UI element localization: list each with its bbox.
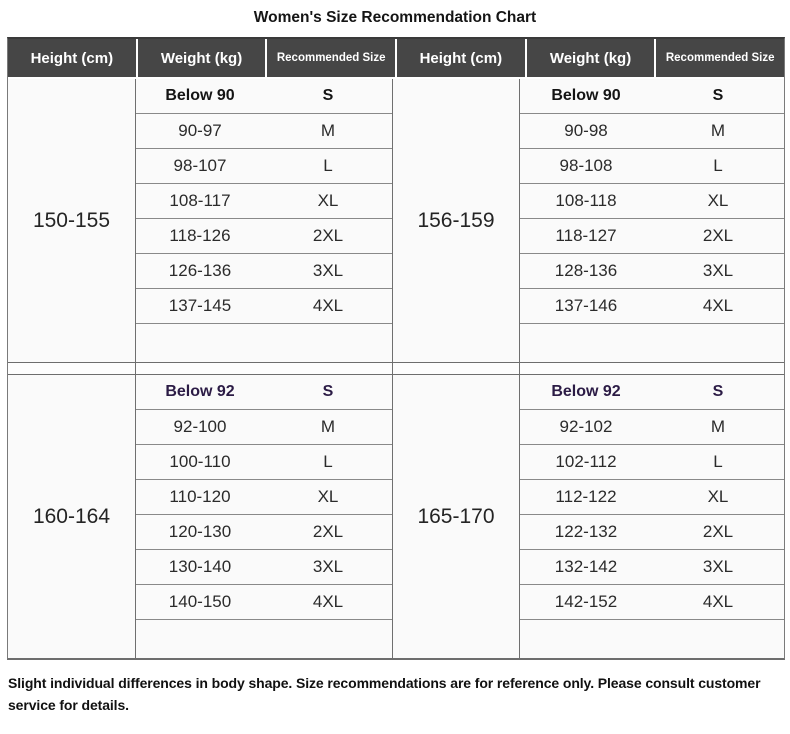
weight-value: 112-122 xyxy=(555,487,617,506)
weight-value: Below 90 xyxy=(551,87,621,104)
header-weight-right: Weight (kg) xyxy=(527,39,655,77)
weight-value: 92-102 xyxy=(559,417,613,436)
weight-value: 122-132 xyxy=(554,522,618,541)
weight-value: 100-110 xyxy=(169,452,231,471)
size-value: XL xyxy=(317,487,339,506)
empty-row xyxy=(136,620,392,658)
weight-value: 118-126 xyxy=(169,226,231,245)
size-value: M xyxy=(320,417,336,436)
footer-note: Slight individual differences in body shape. Size recommendations are for reference only. Please consult customer service for details. xyxy=(8,675,761,713)
header-size-left: Recommended Size xyxy=(267,39,395,77)
empty-row xyxy=(520,324,784,362)
weight-value: 126-136 xyxy=(168,261,232,280)
size-value: L xyxy=(323,156,333,175)
weight-size-rows xyxy=(520,79,784,362)
divider-cell xyxy=(392,363,520,374)
weight-value: 140-150 xyxy=(168,592,232,611)
size-row xyxy=(136,515,392,550)
weight-value: 110-120 xyxy=(169,487,231,506)
size-value: M xyxy=(320,121,336,140)
size-row xyxy=(520,79,784,114)
height-range-cell: 160-164 xyxy=(8,375,136,658)
size-row xyxy=(520,149,784,184)
weight-value: 132-142 xyxy=(554,557,618,576)
header-size-right: Recommended Size xyxy=(656,39,784,77)
header-weight-left: Weight (kg) xyxy=(138,39,266,77)
size-value: 4XL xyxy=(312,296,344,315)
size-row xyxy=(136,410,392,445)
size-value: S xyxy=(712,383,724,400)
table-section-top xyxy=(8,79,784,362)
height-range-cell: 156-159 xyxy=(392,79,520,362)
weight-size-rows xyxy=(136,79,392,362)
weight-value: 120-130 xyxy=(168,522,232,541)
size-row xyxy=(520,289,784,324)
weight-size-rows xyxy=(136,375,392,658)
size-value: XL xyxy=(707,191,729,210)
size-row xyxy=(520,114,784,149)
size-row xyxy=(136,184,392,219)
size-row xyxy=(136,219,392,254)
size-value: 3XL xyxy=(312,557,344,576)
size-value: 3XL xyxy=(312,261,344,280)
weight-value: 128-136 xyxy=(554,261,618,280)
weight-value: 108-117 xyxy=(169,191,231,210)
divider-cell xyxy=(520,363,784,374)
size-value: 3XL xyxy=(702,557,734,576)
size-row xyxy=(520,375,784,410)
size-value: 4XL xyxy=(702,296,734,315)
weight-size-rows xyxy=(520,375,784,658)
size-value: S xyxy=(322,383,334,400)
weight-value: Below 90 xyxy=(165,87,235,104)
size-value: 3XL xyxy=(702,261,734,280)
size-value: S xyxy=(712,87,724,104)
size-row xyxy=(520,445,784,480)
size-row xyxy=(136,289,392,324)
size-row xyxy=(520,219,784,254)
page-title: Women's Size Recommendation Chart xyxy=(253,9,537,26)
size-value: M xyxy=(710,417,726,436)
size-value: L xyxy=(323,452,333,471)
divider-cell xyxy=(136,363,392,374)
size-row xyxy=(520,184,784,219)
size-value: L xyxy=(713,452,723,471)
size-row xyxy=(520,550,784,585)
size-row xyxy=(136,445,392,480)
size-row xyxy=(136,254,392,289)
size-row xyxy=(520,410,784,445)
weight-value: 92-100 xyxy=(173,417,227,436)
size-value: M xyxy=(710,121,726,140)
size-row xyxy=(136,79,392,114)
size-value: S xyxy=(322,87,334,104)
size-value: 2XL xyxy=(312,522,344,541)
divider-cell xyxy=(8,363,136,374)
weight-value: 90-98 xyxy=(564,121,608,140)
size-row xyxy=(136,149,392,184)
size-row xyxy=(136,375,392,410)
size-value: 4XL xyxy=(312,592,344,611)
header-height-left: Height (cm) xyxy=(8,39,136,77)
section-divider xyxy=(8,362,784,375)
size-value: 2XL xyxy=(312,226,344,245)
size-row xyxy=(520,480,784,515)
size-value: XL xyxy=(317,191,339,210)
weight-value: Below 92 xyxy=(165,383,235,400)
header-height-right: Height (cm) xyxy=(397,39,525,77)
weight-value: 137-146 xyxy=(554,296,618,315)
size-row xyxy=(136,114,392,149)
weight-value: 90-97 xyxy=(178,121,222,140)
size-row xyxy=(520,585,784,620)
weight-value: 98-108 xyxy=(559,156,613,175)
weight-value: 98-107 xyxy=(173,156,227,175)
size-row xyxy=(520,515,784,550)
size-value: 2XL xyxy=(702,226,734,245)
size-chart-page xyxy=(0,9,790,716)
height-range-cell: 150-155 xyxy=(8,79,136,362)
table-header-row xyxy=(8,39,784,79)
weight-value: Below 92 xyxy=(551,383,621,400)
size-value: 4XL xyxy=(702,592,734,611)
table-section-bottom xyxy=(8,375,784,658)
weight-value: 102-112 xyxy=(555,452,617,471)
height-range-cell: 165-170 xyxy=(392,375,520,658)
empty-row xyxy=(520,620,784,658)
size-row xyxy=(136,585,392,620)
size-row xyxy=(136,550,392,585)
size-row xyxy=(136,480,392,515)
weight-value: 130-140 xyxy=(168,557,232,576)
size-recommendation-table xyxy=(7,37,785,660)
weight-value: 118-127 xyxy=(555,226,617,245)
size-value: L xyxy=(713,156,723,175)
weight-value: 108-118 xyxy=(555,191,617,210)
weight-value: 142-152 xyxy=(554,592,618,611)
size-value: 2XL xyxy=(702,522,734,541)
empty-row xyxy=(136,324,392,362)
size-row xyxy=(520,254,784,289)
weight-value: 137-145 xyxy=(168,296,232,315)
size-value: XL xyxy=(707,487,729,506)
